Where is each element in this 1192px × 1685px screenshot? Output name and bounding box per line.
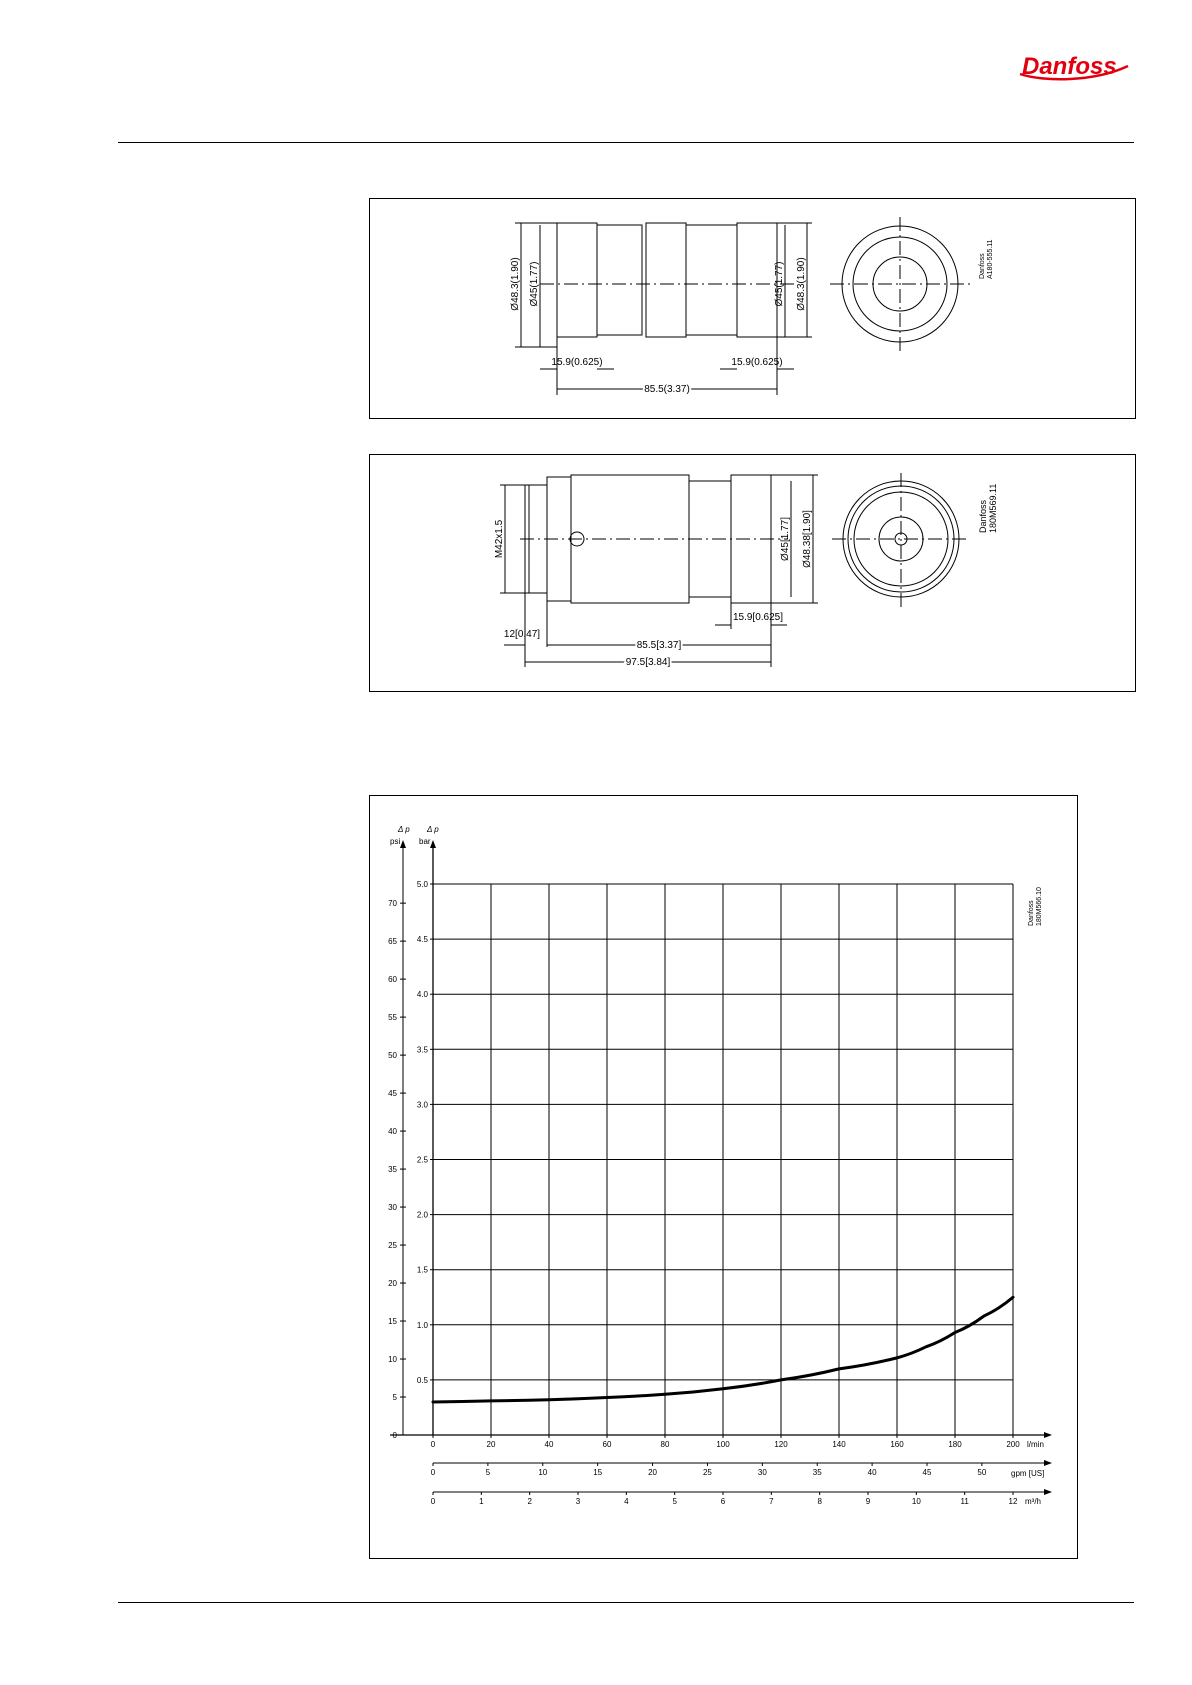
y-right-symbol: Δ p xyxy=(427,825,439,834)
y-left-tick-label: 45 xyxy=(388,1089,397,1099)
x-axis-3-tick-label: 7 xyxy=(769,1497,774,1506)
x-axis-3-tick-label: 8 xyxy=(817,1497,822,1506)
chart-ref-2: 180M566.10 xyxy=(1036,887,1043,926)
x-axis-2-tick-label: 50 xyxy=(977,1468,987,1477)
y-left-arrow xyxy=(400,840,406,848)
y-right-tick-label: 4.0 xyxy=(416,990,428,1000)
y-right-tick-label: 1.0 xyxy=(416,1320,428,1330)
x-axis-3-tick-label: 6 xyxy=(720,1497,726,1506)
x-axis-3-unit xyxy=(1025,1497,1041,1506)
header-rule xyxy=(118,142,1134,143)
d2-dia-outer: Ø48.38[1.90] xyxy=(802,510,813,568)
x-axis-1-tick-label: 80 xyxy=(660,1440,670,1449)
x-axis-3-tick-label: 12 xyxy=(1008,1497,1018,1506)
d1-dia-outer-right: Ø48.3(1.90) xyxy=(796,257,807,311)
x-axis-3-tick-label: 5 xyxy=(672,1497,677,1506)
y-left-symbol: Δ p xyxy=(398,825,410,834)
y-right-tick-label: 2.5 xyxy=(416,1155,428,1165)
x-axis-2-tick-label: 10 xyxy=(538,1468,548,1477)
x-axis-1-tick-label: 140 xyxy=(832,1440,846,1449)
y-left-tick-label: 30 xyxy=(388,1203,397,1213)
x-axis-2-tick-label: 45 xyxy=(922,1468,932,1477)
y-left-tick-label: 35 xyxy=(388,1165,397,1175)
x-axis-1-tick-label: 160 xyxy=(890,1440,904,1449)
x-axis-2-tick-label: 30 xyxy=(757,1468,767,1477)
d1-socket-right: 15.9(0.625) xyxy=(731,357,783,368)
x-axis-3-tick-label: 3 xyxy=(575,1497,581,1506)
x-axis-1-arrow xyxy=(1044,1432,1052,1438)
x-axis-2-tick-label: 15 xyxy=(593,1468,603,1477)
x-axis-3-tick-label: 4 xyxy=(624,1497,629,1506)
y-right-tick-label: 3.0 xyxy=(416,1100,428,1110)
y-left-tick-label: 5 xyxy=(392,1393,397,1403)
drawing-2 xyxy=(370,455,1135,691)
d1-dia-outer-left: Ø48.3(1.90) xyxy=(510,257,521,311)
y-left-tick-label: 10 xyxy=(388,1355,397,1365)
y-right-tick-label: 3.5 xyxy=(416,1045,428,1055)
d1-ref-1: Danfoss xyxy=(979,253,986,279)
x-axis-3-tick-label: 9 xyxy=(865,1497,871,1506)
x-axis-1-tick-label: 200 xyxy=(1006,1440,1020,1449)
footer-rule xyxy=(118,1602,1134,1603)
x-axis-1-tick-label: 120 xyxy=(774,1440,788,1449)
x-axis-1-tick-label: 0 xyxy=(430,1440,436,1449)
d1-dia-inner-right: Ø45(1.77) xyxy=(774,261,785,307)
chart-frame xyxy=(369,795,1078,1559)
pressure-drop-chart xyxy=(370,796,1077,1558)
x-axis-1-tick-label: 60 xyxy=(602,1440,612,1449)
x-axis-2-unit: gpm [US] xyxy=(1011,1469,1045,1478)
d2-ref-1: Danfoss xyxy=(978,499,988,533)
x-axis-1-unit: l/min xyxy=(1027,1440,1044,1449)
d1-ref-2: A180-555.11 xyxy=(987,239,994,279)
y-left-unit: psi xyxy=(390,837,401,846)
d2-dia-inner: Ø45[1.77] xyxy=(780,517,791,561)
x-axis-3-unit-text: m³/h xyxy=(1025,1497,1041,1506)
x-axis-2-tick-label: 0 xyxy=(430,1468,436,1477)
y-left-tick-label: 20 xyxy=(388,1279,397,1289)
x-axis-2-tick-label: 5 xyxy=(485,1468,491,1477)
drawing-1 xyxy=(370,199,1135,418)
d1-dia-inner-left: Ø45(1.77) xyxy=(529,261,540,307)
y-right-tick-label: 5.0 xyxy=(416,880,428,889)
d2-total-len: 97.5[3.84] xyxy=(625,657,671,668)
d2-ref-2: 180M569.11 xyxy=(988,483,998,533)
x-axis-1-tick-label: 180 xyxy=(948,1440,962,1449)
x-axis-3-tick-label: 0 xyxy=(430,1497,436,1506)
y-right-tick-label: 1.5 xyxy=(416,1265,428,1275)
x-axis-2-tick-label: 25 xyxy=(702,1468,712,1477)
y-left-tick-label: 0 xyxy=(392,1431,397,1440)
x-axis-3-tick-label: 2 xyxy=(527,1497,532,1506)
d2-socket: 15.9[0.625] xyxy=(732,612,784,623)
x-axis-3-tick-label: 10 xyxy=(911,1497,921,1506)
y-right-tick-label: 0.5 xyxy=(416,1375,428,1385)
d2-body-len: 85.5[3.37] xyxy=(636,640,682,651)
y-left-tick-label: 25 xyxy=(388,1241,397,1251)
y-left-tick-label: 65 xyxy=(388,937,397,947)
x-axis-3-tick-label: 11 xyxy=(960,1497,969,1506)
drawing-frame-1 xyxy=(369,198,1136,419)
x-axis-1-tick-label: 100 xyxy=(716,1440,730,1449)
danfoss-logo xyxy=(1014,48,1134,94)
y-left-tick-label: 40 xyxy=(388,1127,397,1137)
x-axis-2-tick-label: 20 xyxy=(648,1468,658,1477)
x-axis-3-tick-label: 1 xyxy=(479,1497,484,1506)
d2-thread-len: 12[0.47] xyxy=(503,629,541,640)
y-right-tick-label: 4.5 xyxy=(416,935,428,945)
x-axis-2-arrow xyxy=(1044,1460,1052,1466)
d1-socket-left: 15.9(0.625) xyxy=(551,357,603,368)
y-left-tick-label: 60 xyxy=(388,975,397,985)
y-right-arrow xyxy=(430,840,436,848)
x-axis-2-tick-label: 40 xyxy=(867,1468,877,1477)
chart-ref-1: Danfoss xyxy=(1028,900,1035,926)
y-right-tick-label: 2.0 xyxy=(416,1210,428,1220)
x-axis-2-tick-label: 35 xyxy=(812,1468,822,1477)
y-left-tick-label: 70 xyxy=(388,899,397,909)
y-right-unit: bar xyxy=(419,837,431,846)
svg-text:Danfoss: Danfoss xyxy=(1022,53,1117,80)
d2-thread: M42x1.5 xyxy=(494,519,505,559)
y-left-tick-label: 15 xyxy=(388,1317,397,1327)
x-axis-1-tick-label: 40 xyxy=(544,1440,554,1449)
x-axis-1-tick-label: 20 xyxy=(486,1440,496,1449)
y-left-tick-label: 55 xyxy=(388,1013,397,1023)
x-axis-3-arrow xyxy=(1044,1489,1052,1495)
y-left-tick-label: 50 xyxy=(388,1051,397,1061)
drawing-frame-2 xyxy=(369,454,1136,692)
d1-length: 85.5(3.37) xyxy=(644,384,690,395)
